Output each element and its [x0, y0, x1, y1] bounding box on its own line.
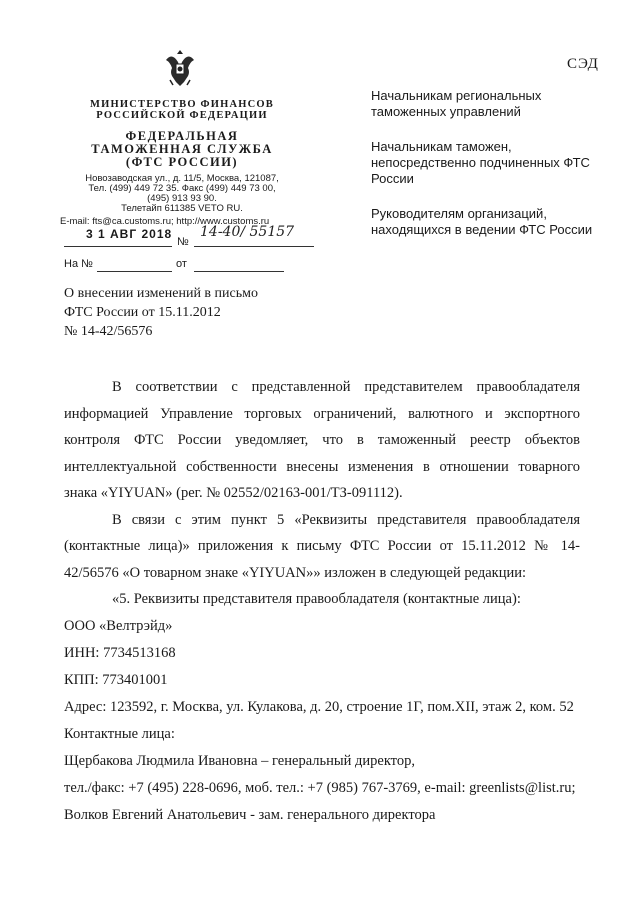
paragraph: В связи с этим пункт 5 «Реквизиты представителя правообладателя (контактные лица)» приложения к письму ФТС России от 15.11.2012 № 14-42/56576 «О товарном знаке «YIYUAN»» изложен в следующей редакции:: [64, 511, 580, 581]
letter-number: 14-40/ 55157: [200, 224, 295, 240]
company-kpp: КПП: 773401001: [64, 672, 168, 688]
sender-address: Новозаводская ул., д. 11/5, Москва, 121087, Тел. (499) 449 72 35. Факс (499) 449 73 00, (495) 913 93 90. Телетайп 611385 VETO RU.: [85, 173, 279, 214]
recipient: Начальникам региональных таможенных управлений: [371, 88, 542, 119]
contact-person: Щербакова Людмила Ивановна – генеральный директор,: [64, 753, 415, 769]
recipients-block: [371, 88, 611, 257]
recipient: Руководителям организаций, находящихся в ведении ФТС России: [371, 206, 593, 237]
paragraph: В соответствии с представленной представителем правообладателя информацией Управление торговых ограничений, валютного и экспортного контроля ФТС России уведомляет, что в таможенный реестр объектов интеллектуальной собственности внесены изменения в отношении товарного знака «YIYUAN» (рег. № 02552/02163-001/ТЗ-091112).: [64, 379, 580, 501]
number-label: №: [177, 236, 189, 248]
reply-number-underline: [97, 271, 172, 272]
letter-subject: О внесении изменений в письмо ФТС России от 15.11.2012 № 14-42/56576: [64, 286, 258, 339]
service-name: ФЕДЕРАЛЬНАЯ ТАМОЖЕННАЯ СЛУЖБА (ФТС РОССИИ): [91, 129, 273, 169]
contact-person: Волков Евгений Анатольевич - зам. генерального директора: [64, 807, 436, 823]
reply-date-underline: [194, 271, 284, 272]
recipient: Начальникам таможен, непосредственно подчиненных ФТС России: [371, 139, 590, 186]
date-underline: [64, 246, 172, 247]
company-address: Адрес: 123592, г. Москва, ул. Кулакова, д. 20, строение 1Г, пом.XII, этаж 2, ком. 52: [64, 699, 574, 715]
contact-phones: тел./факс: +7 (495) 228-0696, моб. тел.: +7 (985) 767-3769, e-mail: greenlists@list.ru;: [64, 780, 576, 796]
ministry-name: МИНИСТЕРСТВО ФИНАНСОВ РОССИЙСКОЙ ФЕДЕРАЦИИ: [90, 99, 274, 121]
company-inn: ИНН: 7734513168: [64, 645, 176, 661]
reply-date-label: от: [176, 258, 187, 270]
sender-email: E-mail: fts@ca.customs.ru; http://www.customs.ru: [60, 216, 270, 227]
section-heading: «5. Реквизиты представителя правообладателя (контактные лица):: [112, 591, 521, 607]
letter-body: [64, 374, 580, 829]
contacts-label: Контактные лица:: [64, 726, 175, 742]
company-name: ООО «Велтрэйд»: [64, 618, 173, 634]
sed-mark: СЭД: [567, 56, 599, 72]
number-underline: [194, 246, 314, 247]
letter-date: 3 1 АВГ 2018: [86, 227, 173, 241]
reply-number-label: На №: [64, 258, 93, 270]
coat-of-arms-icon: [160, 46, 200, 90]
